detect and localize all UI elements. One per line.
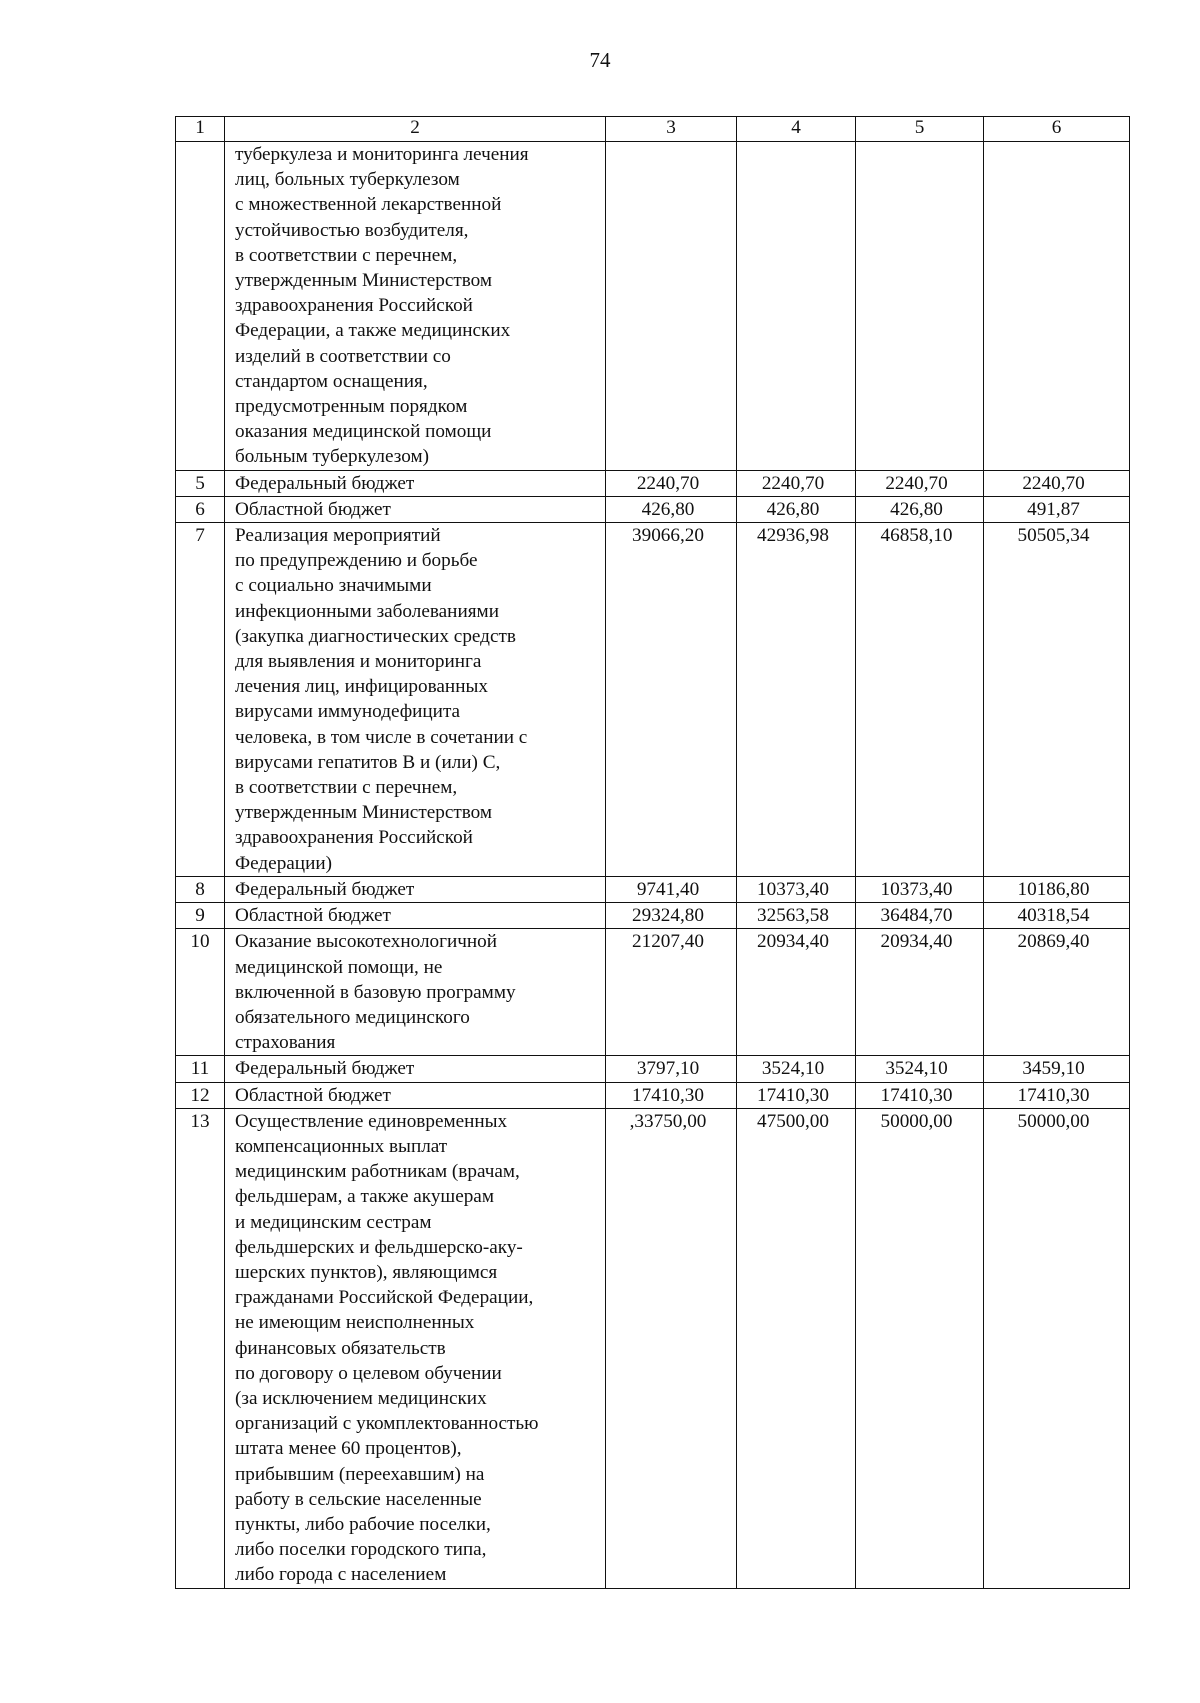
table-row: [176, 903, 1130, 929]
header-cell-4: 4: [737, 117, 856, 142]
table-row: [176, 142, 1130, 471]
value-col-3: 21207,40: [606, 929, 737, 1056]
header-cell-1: 1: [176, 117, 225, 142]
value-col-5: [856, 142, 984, 471]
value-col-6: [984, 142, 1130, 471]
value-col-5: 426,80: [856, 496, 984, 522]
value-col-3: 9741,40: [606, 876, 737, 902]
row-description: Федеральный бюджет: [225, 470, 606, 496]
table-row: [176, 929, 1130, 1056]
row-number: 9: [176, 903, 225, 929]
value-col-4: 17410,30: [737, 1082, 856, 1108]
value-col-6: 2240,70: [984, 470, 1130, 496]
value-col-6: 20869,40: [984, 929, 1130, 1056]
header-cell-6: 6: [984, 117, 1130, 142]
table-header-row: [176, 117, 1130, 142]
value-col-3: 39066,20: [606, 523, 737, 877]
table-row: [176, 523, 1130, 877]
row-description: Областной бюджет: [225, 1082, 606, 1108]
row-description: туберкулеза и мониторинга лечения лиц, больных туберкулезом с множественной лекарственной устойчивостью возбудителя, в соответствии с перечнем, утвержденным Министерством здравоохранения Российской Федерации, а также медицинских изделий в соответствии со стандартом оснащения, предусмотренным порядком оказания медицинской помощи больным туберкулезом): [225, 142, 606, 471]
value-col-5: 36484,70: [856, 903, 984, 929]
value-col-4: 32563,58: [737, 903, 856, 929]
value-col-6: 50000,00: [984, 1108, 1130, 1588]
value-col-5: 50000,00: [856, 1108, 984, 1588]
row-number: 5: [176, 470, 225, 496]
value-col-4: 3524,10: [737, 1056, 856, 1082]
table-row: [176, 1056, 1130, 1082]
value-col-3: [606, 142, 737, 471]
value-col-5: 20934,40: [856, 929, 984, 1056]
value-col-4: 20934,40: [737, 929, 856, 1056]
value-col-5: 17410,30: [856, 1082, 984, 1108]
row-number: 11: [176, 1056, 225, 1082]
row-description: Областной бюджет: [225, 496, 606, 522]
value-col-4: 42936,98: [737, 523, 856, 877]
row-description: Федеральный бюджет: [225, 876, 606, 902]
row-number: [176, 142, 225, 471]
value-col-3: ,33750,00: [606, 1108, 737, 1588]
table-row: [176, 876, 1130, 902]
value-col-3: 2240,70: [606, 470, 737, 496]
value-col-5: 2240,70: [856, 470, 984, 496]
value-col-4: 10373,40: [737, 876, 856, 902]
row-description: Оказание высокотехнологичной медицинской помощи, не включенной в базовую программу обязательного медицинского страхования: [225, 929, 606, 1056]
page-number: 74: [589, 48, 611, 72]
value-col-4: 426,80: [737, 496, 856, 522]
value-col-3: 426,80: [606, 496, 737, 522]
value-col-3: 17410,30: [606, 1082, 737, 1108]
value-col-6: 3459,10: [984, 1056, 1130, 1082]
row-description: Областной бюджет: [225, 903, 606, 929]
value-col-5: 10373,40: [856, 876, 984, 902]
table-row: [176, 470, 1130, 496]
row-number: 10: [176, 929, 225, 1056]
row-description: Осуществление единовременных компенсационных выплат медицинским работникам (врачам, фельдшерам, а также акушерам и медицинским сестрам фельдшерских и фельдшерско-аку- шерских пунктов), являющимся гражданами Российской Федерации, не имеющим неисполненных финансовых обязательств по договору о целевом обучении (за исключением медицинских организаций с укомплектованностью штата менее 60 процентов), прибывшим (переехавшим) на работу в сельские населенные пункты, либо рабочие поселки, либо поселки городского типа, либо города с населением: [225, 1108, 606, 1588]
value-col-4: 47500,00: [737, 1108, 856, 1588]
value-col-4: 2240,70: [737, 470, 856, 496]
row-number: 6: [176, 496, 225, 522]
header-cell-3: 3: [606, 117, 737, 142]
table-row: [176, 1082, 1130, 1108]
value-col-5: 46858,10: [856, 523, 984, 877]
value-col-3: 3797,10: [606, 1056, 737, 1082]
budget-table: [175, 116, 1130, 1589]
value-col-6: 10186,80: [984, 876, 1130, 902]
row-description: Федеральный бюджет: [225, 1056, 606, 1082]
row-number: 8: [176, 876, 225, 902]
header-cell-2: 2: [225, 117, 606, 142]
header-cell-5: 5: [856, 117, 984, 142]
value-col-4: [737, 142, 856, 471]
value-col-6: 17410,30: [984, 1082, 1130, 1108]
value-col-6: 40318,54: [984, 903, 1130, 929]
value-col-6: 491,87: [984, 496, 1130, 522]
row-description: Реализация мероприятий по предупреждению и борьбе с социально значимыми инфекционными заболеваниями (закупка диагностических средств для выявления и мониторинга лечения лиц, инфицированных вирусами иммунодефицита человека, в том числе в сочетании с вирусами гепатитов В и (или) С, в соответствии с перечнем, утвержденным Министерством здравоохранения Российской Федерации): [225, 523, 606, 877]
table-row: [176, 1108, 1130, 1588]
row-number: 7: [176, 523, 225, 877]
table-row: [176, 496, 1130, 522]
row-number: 13: [176, 1108, 225, 1588]
value-col-5: 3524,10: [856, 1056, 984, 1082]
row-number: 12: [176, 1082, 225, 1108]
value-col-6: 50505,34: [984, 523, 1130, 877]
value-col-3: 29324,80: [606, 903, 737, 929]
